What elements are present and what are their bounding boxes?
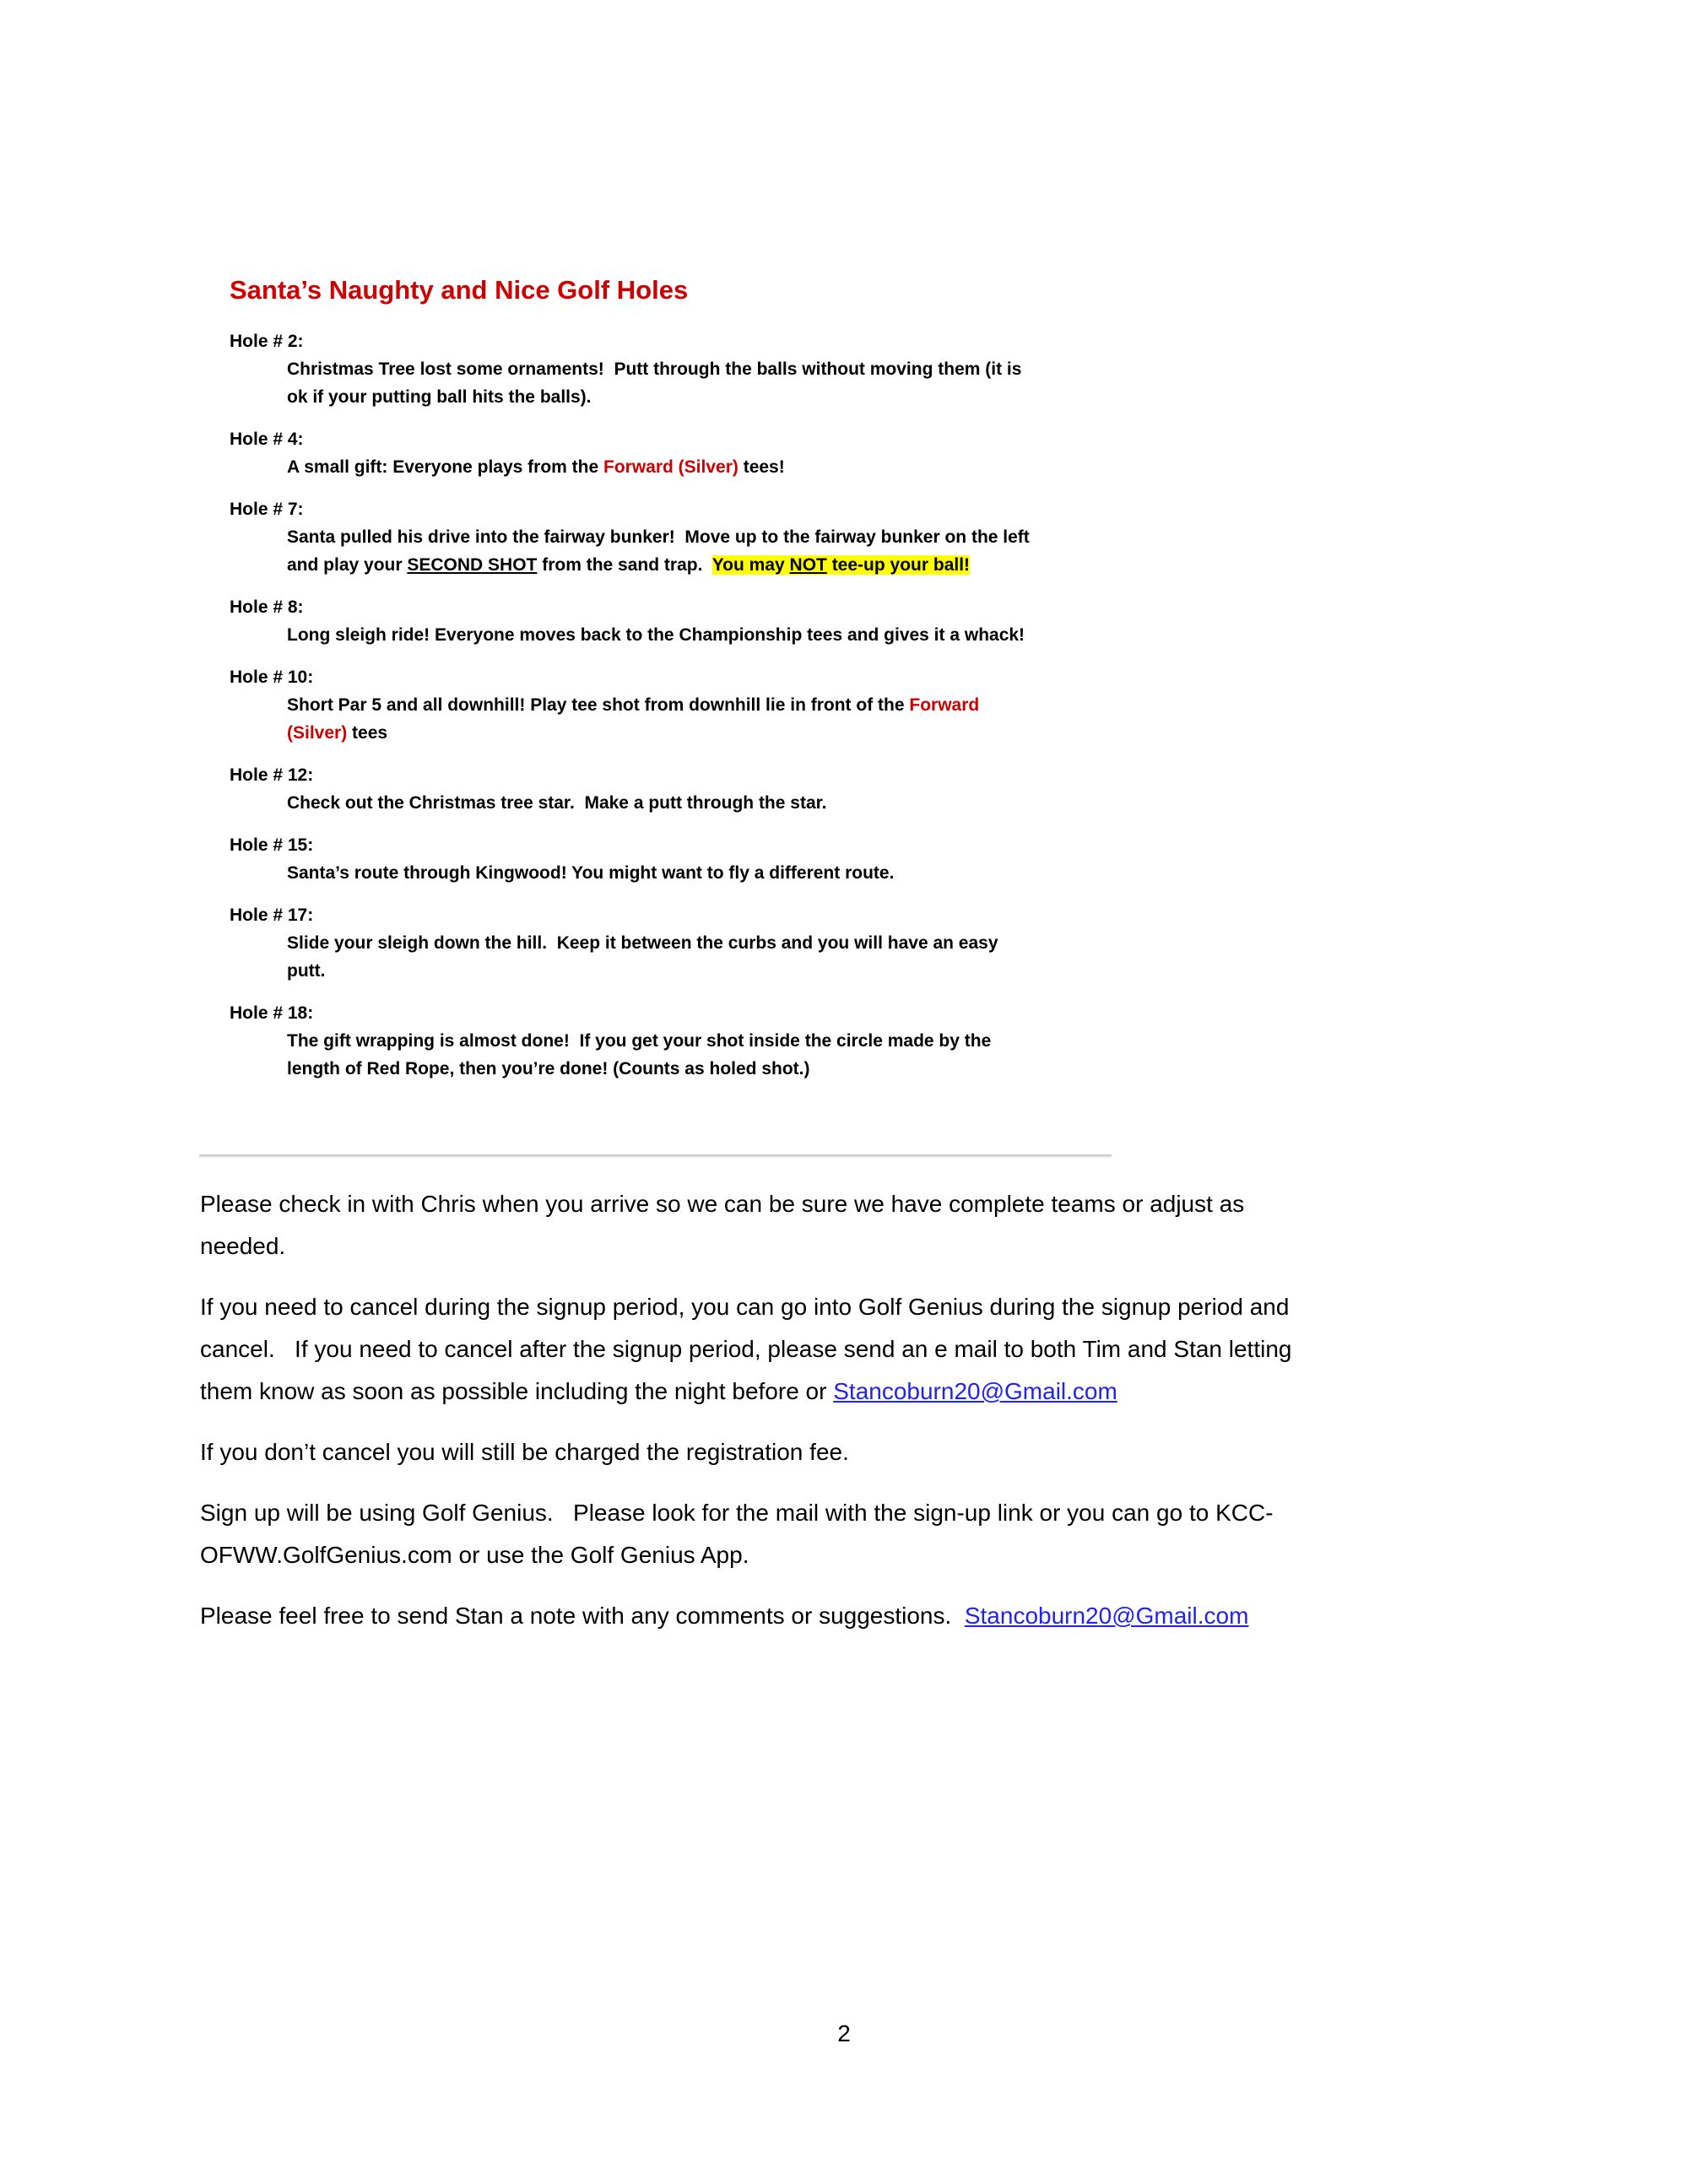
- text-run: Short Par 5 and all downhill! Play tee shot from downhill lie in front of the: [287, 695, 910, 715]
- hole-description-line: [287, 551, 1124, 579]
- text-run: putt.: [287, 961, 326, 981]
- hole-description-line: [287, 859, 1124, 887]
- hole-description: [230, 929, 1124, 985]
- hole-section: [230, 831, 1124, 887]
- hole-description-line: [287, 453, 1124, 481]
- text-run: Santa pulled his drive into the fairway bunker! Move up to the fairway bunker on the left: [287, 527, 1030, 547]
- hole-section: [230, 425, 1124, 481]
- text-run: NOT: [789, 555, 827, 575]
- hole-description: [230, 355, 1124, 411]
- hole-description-line: [287, 957, 1124, 985]
- hole-description-line: [287, 621, 1124, 649]
- body-paragraph: [200, 1286, 1517, 1413]
- text-run: Please check in with Chris when you arrive so we can be sure we have complete teams or adjust as: [200, 1191, 1245, 1217]
- hole-label: Hole # 17:: [230, 905, 314, 925]
- hole-section: [230, 663, 1124, 747]
- email-link[interactable]: Stancoburn20@Gmail.com: [964, 1603, 1249, 1629]
- text-run: If you need to cancel during the signup period, you can go into Golf Genius during the signup period and: [200, 1294, 1290, 1320]
- holes-sections: [230, 327, 1124, 1083]
- hole-description-line: [287, 523, 1124, 551]
- text-run: The gift wrapping is almost done! If you get your shot inside the circle made by the: [287, 1031, 992, 1051]
- text-run: (Silver): [287, 723, 348, 743]
- hole-section: [230, 593, 1124, 649]
- text-run: Santa’s route through Kingwood! You might want to fly a different route.: [287, 863, 895, 883]
- text-run: Sign up will be using Golf Genius. Please look for the mail with the sign-up link or you can go to KCC-: [200, 1500, 1274, 1526]
- hole-description-line: [287, 1055, 1124, 1083]
- text-run: cancel. If you need to cancel after the signup period, please send an e mail to both Tim and Stan letting: [200, 1336, 1292, 1362]
- paragraph-line: [200, 1286, 1517, 1328]
- body-paragraph: [200, 1492, 1517, 1576]
- paragraph-line: [200, 1183, 1517, 1225]
- holes-title: Santa’s Naughty and Nice Golf Holes: [230, 275, 689, 305]
- hole-label: Hole # 10:: [230, 668, 314, 687]
- hole-section: [230, 901, 1124, 985]
- hole-description-line: [287, 929, 1124, 957]
- text-run: tees!: [738, 457, 785, 477]
- hole-label: Hole # 15:: [230, 835, 314, 855]
- paragraph-line: [200, 1431, 1517, 1473]
- hole-description-line: [287, 355, 1124, 383]
- hole-section: [230, 999, 1124, 1083]
- horizontal-rule: [199, 1154, 1112, 1156]
- hole-description-line: [287, 789, 1124, 817]
- paragraph-line: [200, 1370, 1517, 1413]
- text-run: from the sand trap.: [537, 555, 712, 575]
- hole-description-line: [287, 719, 1124, 747]
- body-paragraph: [200, 1431, 1517, 1473]
- hole-label: Hole # 4:: [230, 430, 304, 449]
- paragraph-line: [200, 1225, 1517, 1268]
- hole-description-line: [287, 1027, 1124, 1055]
- hole-description: [230, 621, 1124, 649]
- hole-label: Hole # 8:: [230, 597, 304, 617]
- hole-description: [230, 859, 1124, 887]
- text-run: Check out the Christmas tree star. Make a putt through the star.: [287, 793, 827, 813]
- hole-label: Hole # 2:: [230, 332, 304, 351]
- hole-description: [230, 1027, 1124, 1083]
- hole-description-line: [287, 383, 1124, 411]
- text-run: A small gift: Everyone plays from the: [287, 457, 603, 477]
- body-paragraph: [200, 1183, 1517, 1268]
- email-link[interactable]: Stancoburn20@Gmail.com: [833, 1378, 1117, 1404]
- hole-label: Hole # 7:: [230, 500, 304, 519]
- text-run: Forward (Silver): [603, 457, 738, 477]
- text-run: OFWW.GolfGenius.com or use the Golf Genius App.: [200, 1542, 749, 1568]
- paragraph-line: [200, 1595, 1517, 1637]
- text-run: and play your: [287, 555, 408, 575]
- text-run: You may: [711, 555, 790, 575]
- text-run: them know as soon as possible including the night before or: [200, 1378, 834, 1404]
- hole-description: [230, 523, 1124, 579]
- hole-description: [230, 453, 1124, 481]
- text-run: Please feel free to send Stan a note with any comments or suggestions.: [200, 1603, 965, 1629]
- paragraph-line: [200, 1328, 1517, 1370]
- body-paragraphs: [200, 1183, 1517, 1656]
- text-run: Forward: [909, 695, 980, 715]
- holes-rules-image: [230, 275, 1124, 1097]
- text-run: SECOND SHOT: [407, 555, 538, 575]
- text-run: If you don’t cancel you will still be charged the registration fee.: [200, 1439, 849, 1465]
- text-run: needed.: [200, 1233, 286, 1259]
- body-paragraph: [200, 1595, 1517, 1637]
- text-run: tees: [347, 723, 388, 743]
- text-run: tee-up your ball!: [826, 555, 971, 575]
- hole-description: [230, 691, 1124, 747]
- text-run: Christmas Tree lost some ornaments! Putt through the balls without moving them (it is: [287, 359, 1022, 379]
- hole-description: [230, 789, 1124, 817]
- paragraph-line: [200, 1534, 1517, 1576]
- hole-section: [230, 495, 1124, 579]
- hole-section: [230, 327, 1124, 411]
- text-run: ok if your putting ball hits the balls).: [287, 387, 592, 407]
- hole-section: [230, 761, 1124, 817]
- paragraph-line: [200, 1492, 1517, 1534]
- text-run: Slide your sleigh down the hill. Keep it between the curbs and you will have an easy: [287, 933, 998, 953]
- text-run: length of Red Rope, then you’re done! (Counts as holed shot.): [287, 1059, 810, 1078]
- text-run: Long sleigh ride! Everyone moves back to the Championship tees and gives it a whack!: [287, 625, 1025, 645]
- hole-label: Hole # 12:: [230, 765, 314, 785]
- page-number: 2: [837, 2020, 851, 2046]
- hole-label: Hole # 18:: [230, 1003, 314, 1023]
- hole-description-line: [287, 691, 1124, 719]
